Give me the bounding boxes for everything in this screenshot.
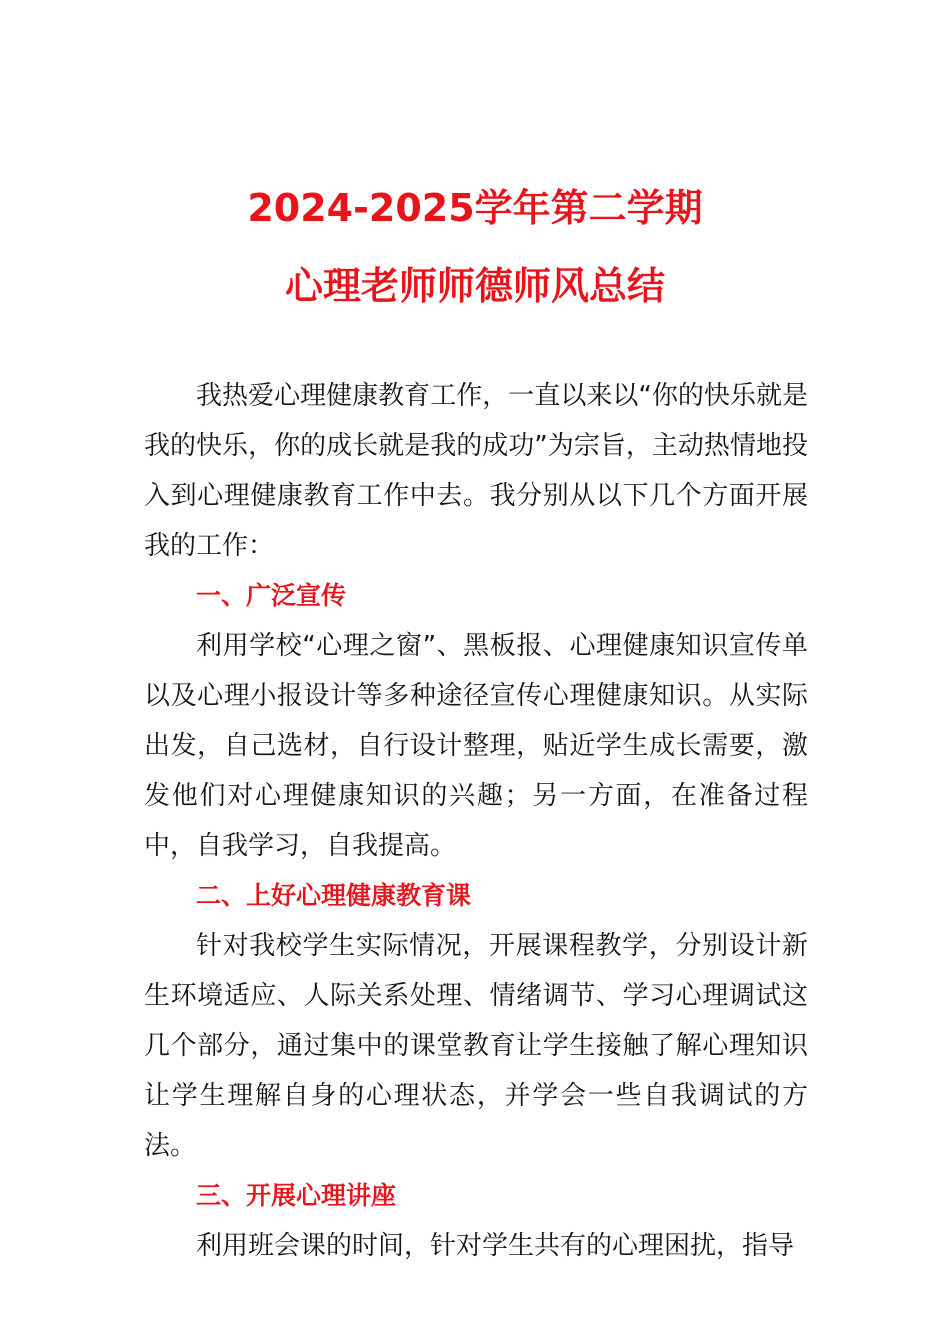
section-heading-1: 一、广泛宣传 xyxy=(196,581,347,610)
section-paragraph-1: 利用学校“心理之窗”、黑板报、心理健康知识宣传单以及心理小报设计等多种途径宣传心理健康知识。从实际出发，自己选材，自行设计整理，贴近学生成长需要，激发他们对心理健康知识的兴趣；另一方面，在准备过程中，自我学习，自我提高。 xyxy=(144,631,808,861)
section-paragraph-3: 利用班会课的时间，针对学生共有的心理困扰，指导 xyxy=(196,1231,795,1261)
intro-paragraph: 我热爱心理健康教育工作，一直以来以“你的快乐就是我的快乐，你的成长就是我的成功”为宗旨，主动热情地投入到心理健康教育工作中去。我分别从以下几个方面开展我的工作： xyxy=(144,381,808,561)
document-body xyxy=(144,371,808,1271)
section-paragraph-2: 针对我校学生实际情况，开展课程教学，分别设计新生环境适应、人际关系处理、情绪调节、学习心理调试这几个部分，通过集中的课堂教育让学生接触了解心理知识让学生理解自身的心理状态，并学会一些自我调试的方法。 xyxy=(144,931,808,1161)
document-title-line-2: 心理老师师德师风总结 xyxy=(284,264,665,308)
document-title-line-1: 2024-2025学年第二学期 xyxy=(247,186,703,230)
section-heading-3: 三、开展心理讲座 xyxy=(196,1181,397,1210)
section-heading-2: 二、上好心理健康教育课 xyxy=(196,881,472,910)
